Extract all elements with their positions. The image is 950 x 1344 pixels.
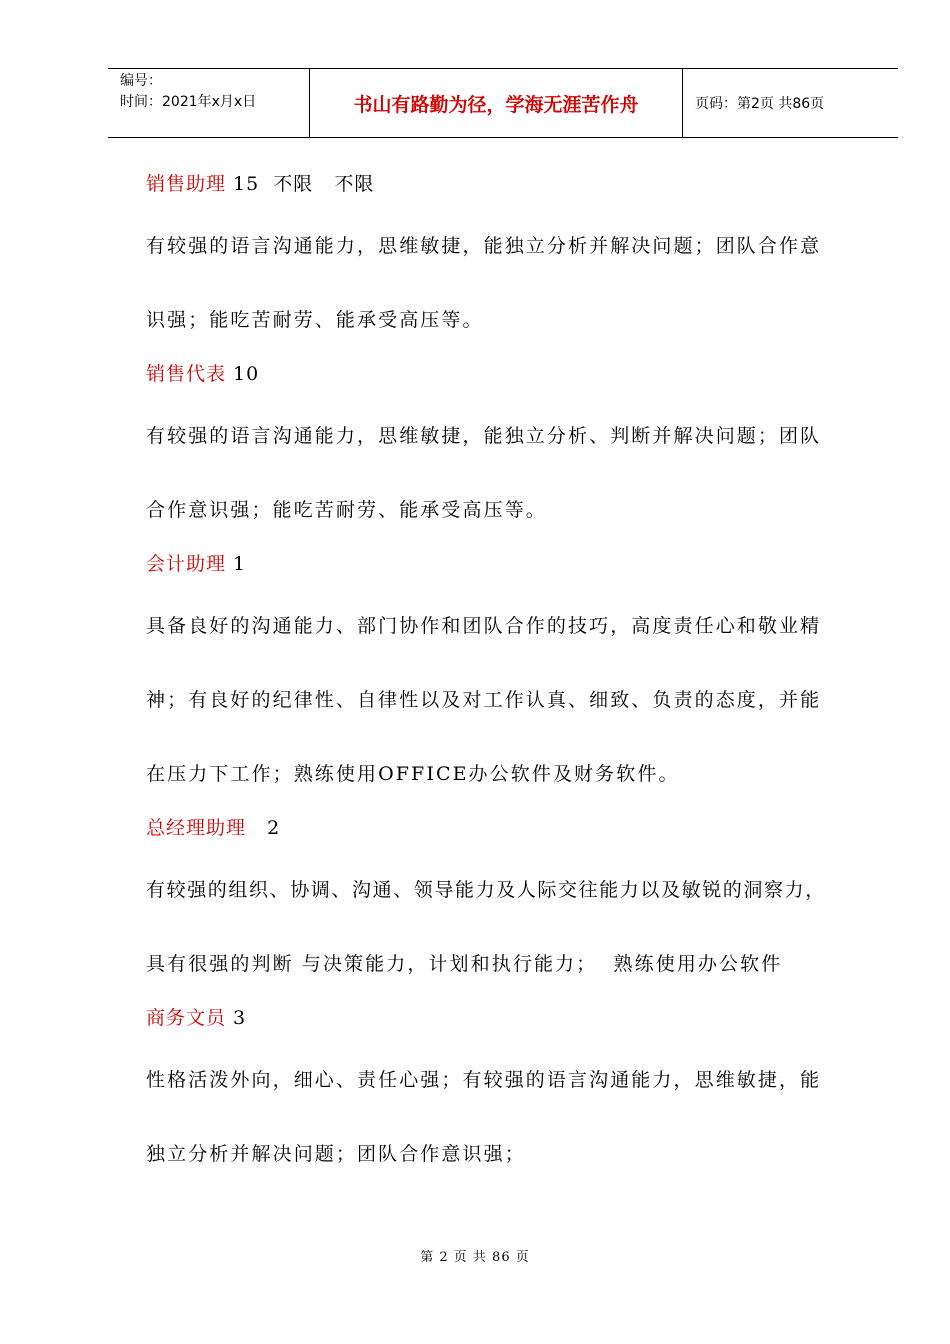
job-sales-representative (146, 358, 876, 526)
description-line: 性格活泼外向，细心、责任心强；有较强的语言沟通能力，思维敏捷，能 (146, 1069, 822, 1091)
description-line: 独立分析并解决问题；团队合作意识强； (146, 1143, 526, 1165)
job-description (146, 230, 876, 336)
description-line: 合作意识强；能吃苦耐劳、能承受高压等。 (146, 499, 547, 521)
job-general-manager-assistant (146, 812, 876, 980)
job-title: 销售助理 (146, 173, 227, 195)
document-body (146, 168, 876, 1170)
job-heading (146, 812, 876, 844)
job-description (146, 610, 876, 790)
job-details: 3 (226, 1007, 247, 1029)
document-time-label: 时间：2021年x月x日 (120, 94, 257, 110)
job-heading (146, 168, 876, 200)
description-line: 具有很强的判断 与决策能力，计划和执行能力； 熟练使用办公软件 (146, 953, 783, 975)
job-accounting-assistant (146, 548, 876, 790)
job-sales-assistant (146, 168, 876, 336)
job-heading (146, 1002, 876, 1034)
job-details: 10 (226, 363, 260, 385)
description-line: 有较强的组织、协调、沟通、领导能力及人际交往能力以及敏锐的洞察力， (146, 879, 826, 901)
header-meta (108, 69, 310, 137)
description-line: 识强；能吃苦耐劳、能承受高压等。 (146, 309, 484, 331)
header-motto: 书山有路勤为径，学海无涯苦作舟 (310, 69, 683, 137)
description-line: 有较强的语言沟通能力，思维敏捷，能独立分析并解决问题；团队合作意 (146, 235, 822, 257)
document-number-label: 编号： (120, 73, 162, 89)
page-footer: 第 2 页 共 86 页 (420, 1250, 530, 1265)
description-line: 具备良好的沟通能力、部门协作和团队合作的技巧，高度责任心和敬业精 (146, 615, 822, 637)
description-line: 神；有良好的纪律性、自律性以及对工作认真、细致、负责的态度，并能 (146, 689, 822, 711)
job-title: 会计助理 (146, 553, 227, 575)
job-title: 总经理助理 (146, 817, 247, 839)
job-title: 商务文员 (146, 1007, 227, 1029)
job-title: 销售代表 (146, 363, 227, 385)
job-description (146, 420, 876, 526)
description-line: 有较强的语言沟通能力，思维敏捷，能独立分析、判断并解决问题；团队 (146, 425, 822, 447)
description-line: 在压力下工作；熟练使用OFFICE办公软件及财务软件。 (146, 763, 680, 785)
job-business-clerk (146, 1002, 876, 1170)
job-details: 15 不限 不限 (226, 173, 375, 195)
document-header (108, 68, 898, 138)
job-description (146, 1064, 876, 1170)
job-heading (146, 358, 876, 390)
job-heading (146, 548, 876, 580)
job-details: 2 (246, 817, 281, 839)
header-page-info: 页码：第2页 共86页 (695, 96, 825, 112)
job-details: 1 (226, 553, 247, 575)
job-description (146, 874, 876, 980)
